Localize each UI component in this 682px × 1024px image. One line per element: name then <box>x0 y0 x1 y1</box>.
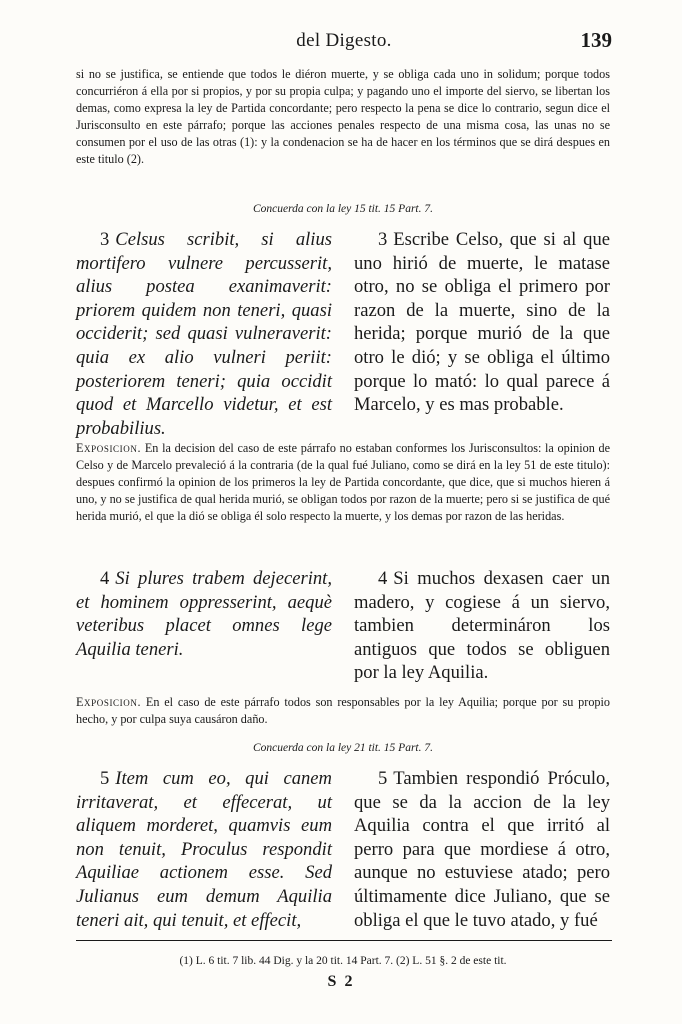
footnotes: (1) L. 6 tit. 7 lib. 44 Dig. y la 20 tit. 14 Part. 7. (2) L. 51 §. 2 de este tit. <box>179 955 507 967</box>
latin-text-section-5 <box>76 767 332 932</box>
exposicion-label: Exposicion. <box>76 695 142 709</box>
exposicion-text: En la decision del caso de este párrafo no estaban conformes los Jurisconsultos: la opinion de Celso y de Marcelo prevaleció á la contraria (de la qual fué Juliano, como se dirá en la ley 51 de este titulo): despues confirmó la opinion de los primeros la ley de Partida concordante, que dice, que si muchos hieren á uno, y no se justifica de qual herida murió, se obligan todos por razon de la muerte; pero si se justifica de qué herida murió, el que la dió se obliga él solo respecto la muerte, y los demas por razon de las heridas. <box>76 441 611 523</box>
latin-body-3: Celsus scribit, si alius mortifero vulnere percusserit, alius postea exanimaverit: priorem quidem non teneri, quasi occiderit; sed quasi vulneraverit: quia ex alio vulneri periit: posteriorem teneri; quia occidit quod et Marcello videtur, et est probabilius. <box>76 229 332 439</box>
exposicion-1 <box>76 440 610 525</box>
section-number-5-latin: 5 <box>100 768 110 789</box>
latin-text-section-3 <box>76 228 332 440</box>
concordance-note-2: Concuerda con la ley 21 tit. 15 Part. 7. <box>252 742 434 754</box>
spanish-body-4: Si muchos dexasen caer un madero, y cogiese á un siervo, tambien determináron los antiguos que todos se obliguen por la ley Aquilia. <box>354 568 610 684</box>
section-number-4-spanish: 4 <box>378 568 388 589</box>
spanish-text-section-3 <box>354 228 610 417</box>
section-number-3-latin: 3 <box>100 229 110 250</box>
page-number: 139 <box>580 28 612 52</box>
exposicion-label: Exposicion. <box>76 441 142 455</box>
footnote-rule <box>76 940 612 941</box>
exposicion-text: En el caso de este párrafo todos son responsables por la ley Aquilia; porque por su propio hecho, y por culpa suya causáron daño. <box>76 695 611 726</box>
section-number-5-spanish: 5 <box>378 768 388 789</box>
latin-body-4: Si plures trabem dejecerint, et hominem oppresserint, aequè veteribus placet omnes lege Aquilia teneri. <box>76 568 332 660</box>
spanish-text-section-5 <box>354 767 610 932</box>
section-number-3-spanish: 3 <box>378 229 388 250</box>
top-paragraph: si no se justifica, se entiende que todos le diéron muerte, y se obliga cada uno in solidum; porque todos concurriéron á ella por si propios, y por su propia culpa; y pagando uno el importe del siervo, se libertan los demas, como expresa la ley de Partida concordante; pero respecto la pena se dice lo contrario, segun dice el Jurisconsulto en este párrafo; porque las acciones penales respecto de una misma cosa, las unas no se consumen por el uso de las otras (1): y la condenacion se ha de hacer en los términos que se dirá despues en este titulo (2). <box>76 67 610 166</box>
spanish-text-section-4 <box>354 567 610 685</box>
exposicion-2 <box>76 694 610 728</box>
spanish-body-3: Escribe Celso, que si al que uno hirió de muerte, le matase otro, no se obliga el primero por razon de la muerte, sino de la herida; porque murió de la que otro le dió; y se obliga el último porque lo mató: lo qual parece á Marcelo, y es mas probable. <box>354 229 610 416</box>
latin-text-section-4 <box>76 567 332 661</box>
section-number-4-latin: 4 <box>100 568 110 589</box>
signature-mark: S 2 <box>327 973 355 990</box>
page-header <box>76 30 612 62</box>
spanish-body-5: Tambien respondió Próculo, que se da la accion de la ley Aquilia contra el que irritó al perro para que mordiese á otro, aunque no estuviese atado; pero últimamente dice Juliano, que se obliga el que le tuvo atado, y fué <box>354 768 610 931</box>
concordance-note-1: Concuerda con la ley 15 tit. 15 Part. 7. <box>252 203 434 215</box>
latin-body-5: Item cum eo, qui canem irritaverat, et effecerat, ut aliquem morderet, quamvis eum non tenuit, Proculus respondit Aquiliae actionem esse. Sed Julianus eum demum Aquilia teneri ait, qui tenuit, et effecit, <box>76 768 332 931</box>
running-title: del Digesto. <box>296 30 392 51</box>
